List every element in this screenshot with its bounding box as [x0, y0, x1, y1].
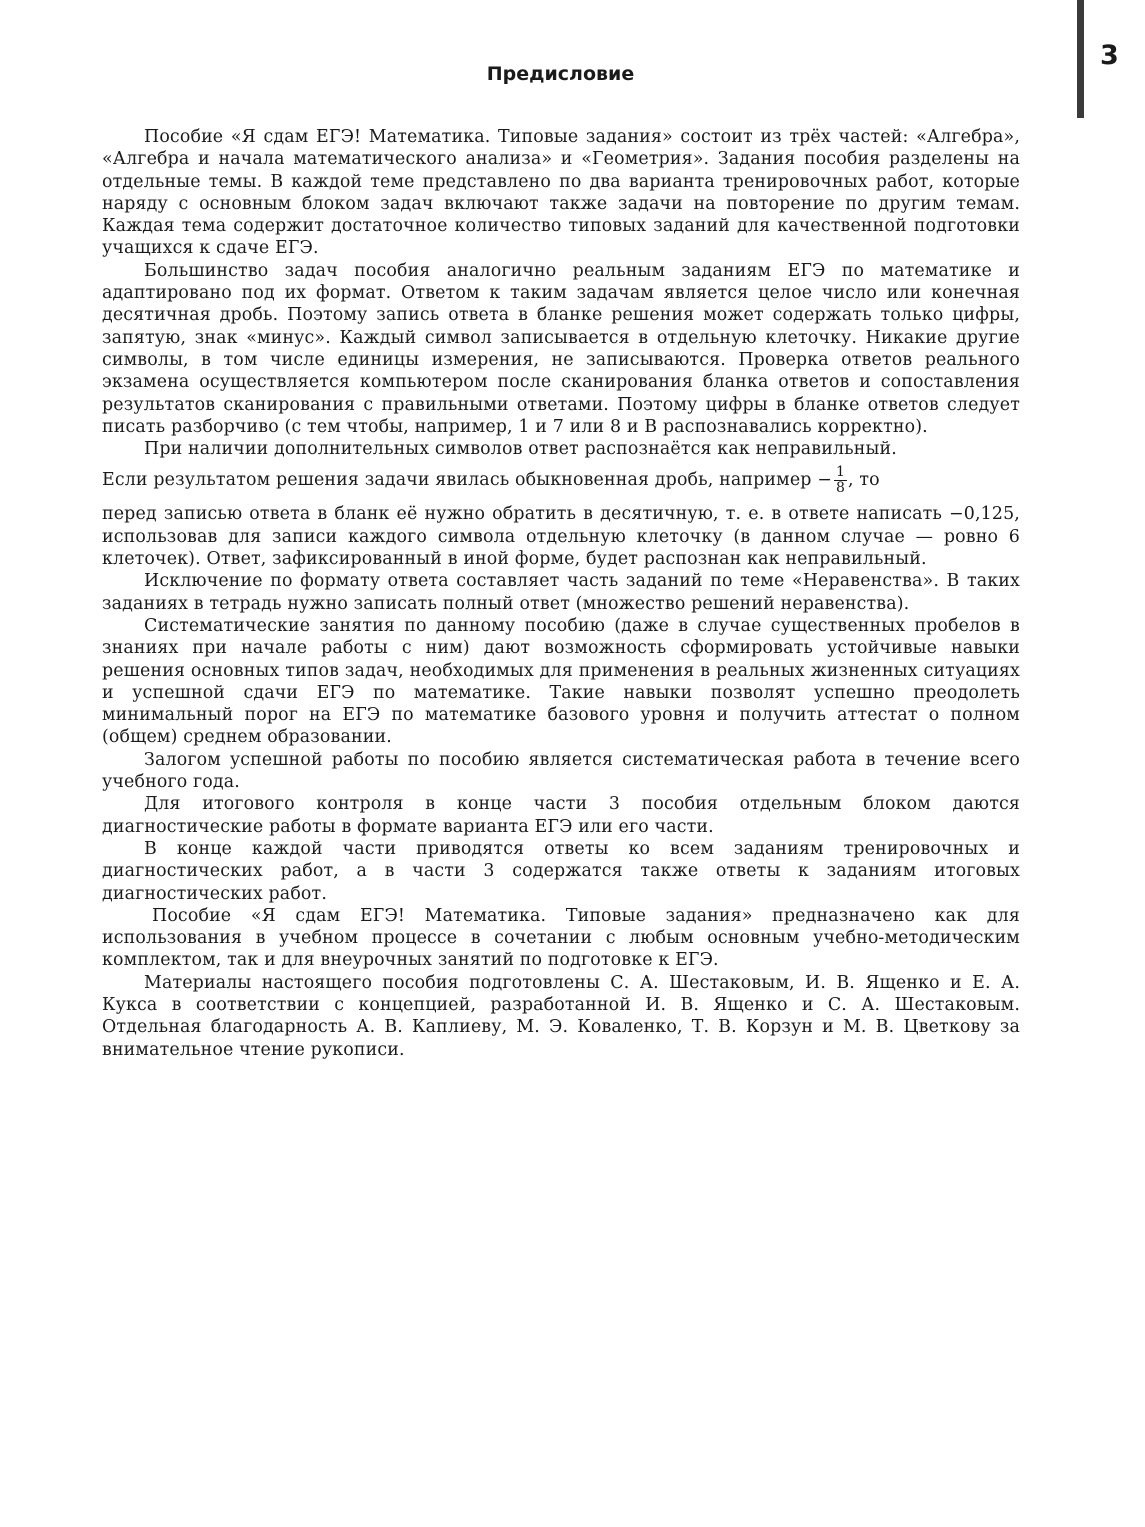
- paragraph-final-control: Для итогового контроля в конце части 3 пособия отдельным блоком даются диагностические работы в формате варианта ЕГЭ или его части.: [102, 794, 1020, 837]
- paragraph-success-key: Залогом успешной работы по пособию является систематическая работа в течение всего учебного года.: [102, 749, 1020, 793]
- paragraph-inequalities: Исключение по формату ответа составляет часть заданий по теме «Неравенства». В таких заданиях в тетрадь нужно записать полный ответ (множество решений неравенства).: [102, 571, 1020, 614]
- paragraph-systematic-study: Систематические занятия по данному пособию (даже в случае существенных пробелов в знаниях при начале работы с ним) дают возможность сформировать устойчивые навыки решения основных типов задач, необходимых для применения в реальных жизненных ситуациях и успешной сдачи ЕГЭ по математике. Такие навыки позволят успешно преодолеть минимальный порог на ЕГЭ по математике базового уровня и получить аттестат о полном (общем) среднем образовании.: [102, 615, 1020, 748]
- paragraph-intro: Пособие «Я сдам ЕГЭ! Математика. Типовые задания» состоит из трёх частей: «Алгебра», «Алгебра и начала математического анализа» и «Геометрия». Задания пособия разделены на отдельные темы. В каждой теме представлено по два варианта тренировочных работ, которые наряду с основным блоком задач включают также задачи на повторение по другим темам. Каждая тема содержит достаточное количество типовых заданий для качественной подготовки учащихся к сдаче ЕГЭ.: [102, 127, 1020, 259]
- paragraph-answers: В конце каждой части приводятся ответы ко всем заданиям тренировочных и диагностических работ, а в части 3 содержатся также ответы к заданиям итоговых диагностических работ.: [102, 838, 1020, 904]
- fraction-numerator: 1: [835, 464, 846, 481]
- paragraph-extra-symbols: При наличии дополнительных символов ответ распознаётся как неправильный.: [144, 439, 897, 460]
- fraction-one-eighth: [834, 465, 847, 496]
- paragraph-decimal-conversion: перед записью ответа в бланк её нужно обратить в десятичную, т. е. в ответе написать −0,125, использовав для записи каждого символа отдельную клеточку (в данном случае — ровно 6 клеточек). Ответ, зафиксированный в иной форме, будет распознан как неправильный.: [102, 504, 1020, 570]
- page-number: 3: [1100, 40, 1119, 71]
- fraction-sentence-end: , то: [848, 470, 880, 491]
- fraction-denominator: 8: [835, 480, 846, 497]
- paragraph-purpose: Пособие «Я сдам ЕГЭ! Математика. Типовые задания» предназначено как для использования в учебном процессе в сочетании с любым основным учебно-методическим комплектом, так и для внеурочных занятий по подготовке к ЕГЭ.: [102, 905, 1020, 971]
- paragraph-answer-format: Большинство задач пособия аналогично реальным заданиям ЕГЭ по математике и адаптировано под их формат. Ответом к таким задачам является целое число или конечная десятичная дробь. Поэтому запись ответа в бланке решения может содержать только цифры, запятую, знак «минус». Каждый символ записывается в отдельную клеточку. Никакие другие символы, в том числе единицы измерения, не записываются. Проверка ответов реального экзамена осуществляется компьютером после сканирования бланка ответов и сопоставления результатов сканирования с правильными ответами. Поэтому цифры в бланке ответов следует писать разборчиво (с тем чтобы, например, 1 и 7 или 8 и В распознавались корректно).: [102, 260, 1020, 437]
- paragraph-fraction-example: [102, 465, 1020, 496]
- page-title: Предисловие: [486, 62, 635, 85]
- preface-body: [102, 126, 1020, 1061]
- page-edge-bar: [1077, 0, 1084, 118]
- paragraph-authors: Материалы настоящего пособия подготовлены С. А. Шестаковым, И. В. Ященко и Е. А. Кукса в соответствии с концепцией, разработанной И. В. Ященко и С. А. Шестаковым. Отдельная благодарность А. В. Каплиеву, М. Э. Коваленко, Т. В. Корзун и М. В. Цветкову за внимательное чтение рукописи.: [102, 972, 1020, 1060]
- fraction-sentence-start: Если результатом решения задачи явилась обыкновенная дробь, например −: [102, 470, 832, 491]
